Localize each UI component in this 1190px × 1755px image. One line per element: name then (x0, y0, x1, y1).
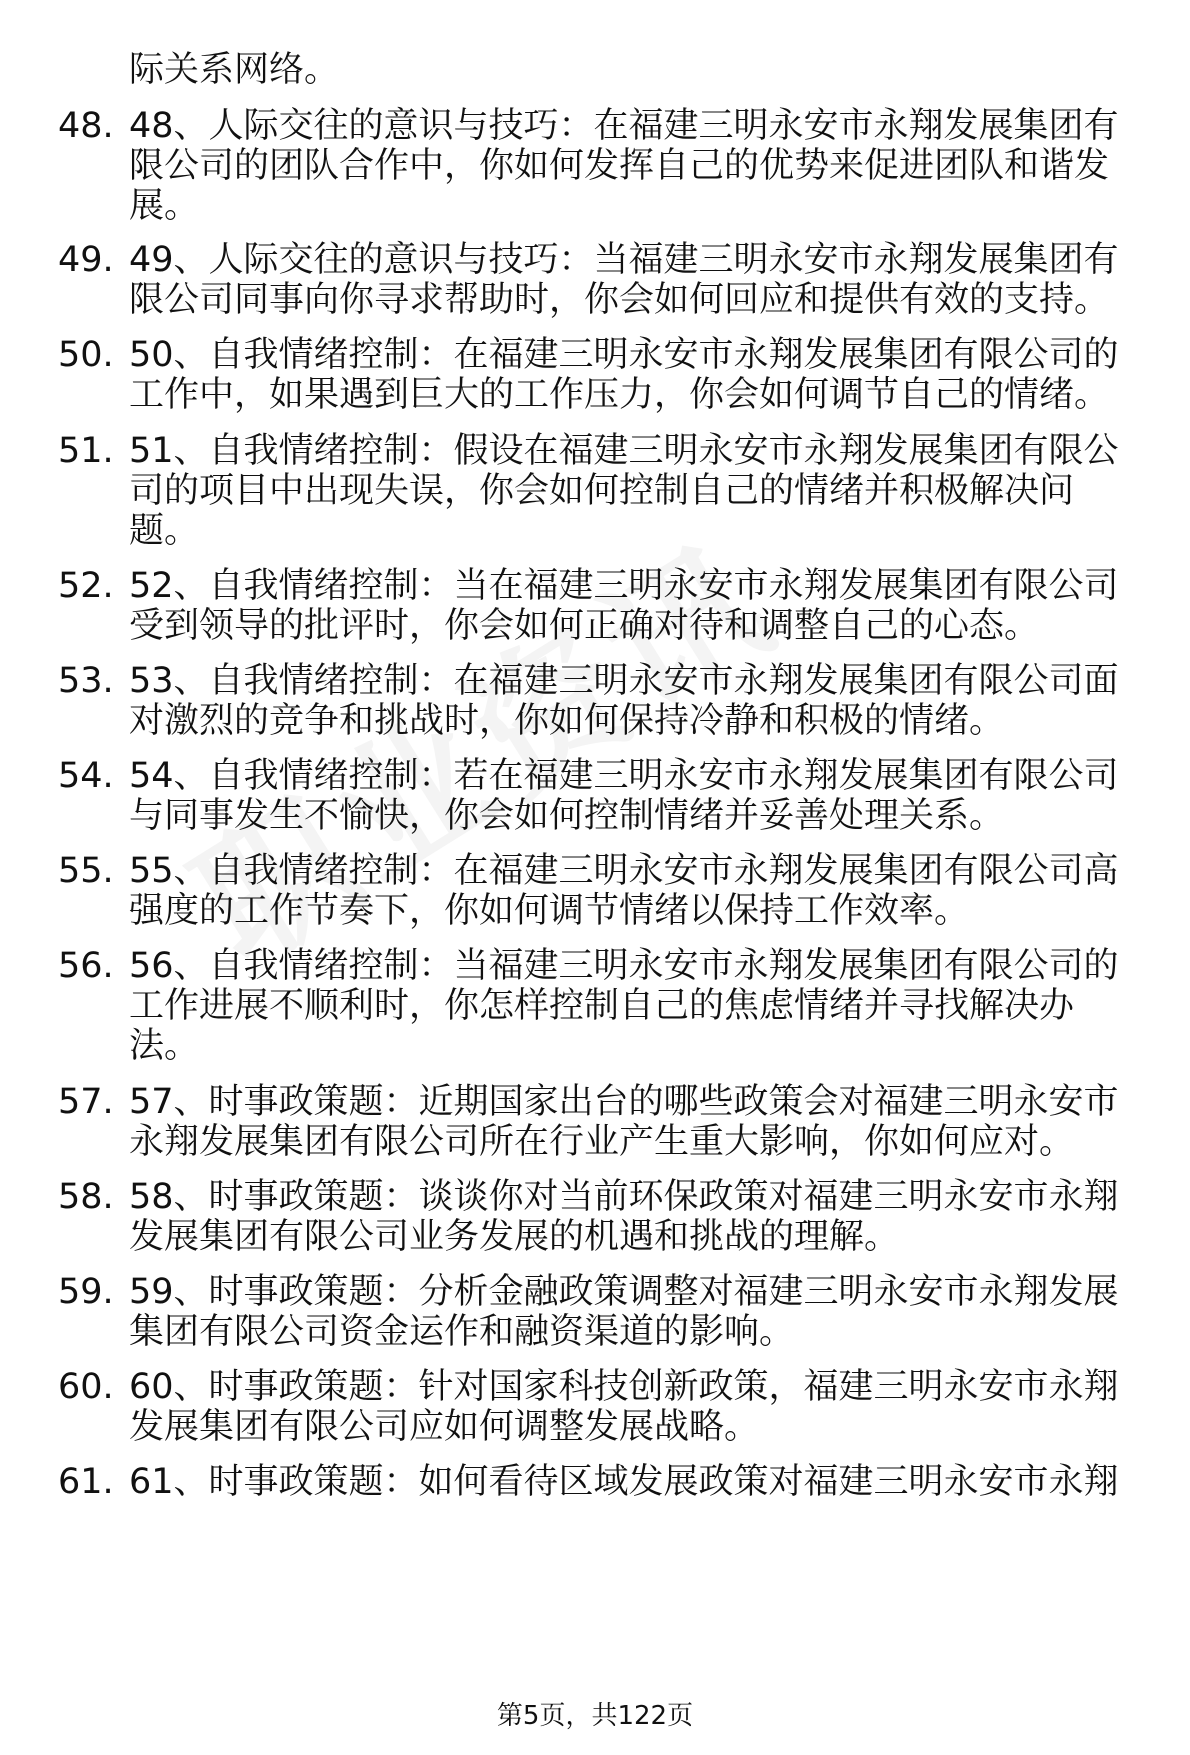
list-item-line: 受到领导的批评时，你会如何正确对待和调整自己的心态。 (129, 606, 1040, 646)
list-number: 50. (58, 335, 114, 375)
list-item-line: 与同事发生不愉快，你会如何控制情绪并妥善处理关系。 (129, 796, 1005, 836)
list-number: 53. (58, 661, 114, 701)
list-item-line: 法。 (129, 1026, 200, 1066)
list-item-line: 51、自我情绪控制：假设在福建三明永安市永翔发展集团有限公 (129, 431, 1119, 471)
list-item-line: 限公司的团队合作中，你如何发挥自己的优势来促进团队和谐发 (129, 146, 1110, 186)
list-item-line: 60、时事政策题：针对国家科技创新政策，福建三明永安市永翔 (129, 1367, 1119, 1407)
list-item-line: 57、时事政策题：近期国家出台的哪些政策会对福建三明永安市 (129, 1082, 1119, 1122)
list-number: 56. (58, 946, 114, 986)
list-number: 55. (58, 851, 114, 891)
list-item-line: 48、人际交往的意识与技巧：在福建三明永安市永翔发展集团有 (129, 106, 1119, 146)
page-footer: 第5页，共122页 (496, 1701, 694, 1731)
list-item-line: 49、人际交往的意识与技巧：当福建三明永安市永翔发展集团有 (129, 240, 1119, 280)
list-item-line: 对激烈的竞争和挑战时，你如何保持冷静和积极的情绪。 (129, 701, 1005, 741)
list-item-line: 56、自我情绪控制：当福建三明永安市永翔发展集团有限公司的 (129, 946, 1119, 986)
list-item-line: 集团有限公司资金运作和融资渠道的影响。 (129, 1312, 795, 1352)
list-item-line: 工作中，如果遇到巨大的工作压力，你会如何调节自己的情绪。 (129, 375, 1110, 415)
list-item-line: 题。 (129, 511, 200, 551)
continuation-line: 际关系网络。 (129, 50, 340, 90)
list-item-line: 限公司同事向你寻求帮助时，你会如何回应和提供有效的支持。 (129, 280, 1110, 320)
list-item-line: 54、自我情绪控制：若在福建三明永安市永翔发展集团有限公司 (129, 756, 1119, 796)
list-number: 51. (58, 431, 114, 471)
list-item-line: 强度的工作节奏下，你如何调节情绪以保持工作效率。 (129, 891, 970, 931)
list-item-line: 59、时事政策题：分析金融政策调整对福建三明永安市永翔发展 (129, 1272, 1119, 1312)
list-item-line: 展。 (129, 186, 200, 226)
list-number: 48. (58, 106, 114, 146)
list-number: 52. (58, 566, 114, 606)
list-item-line: 发展集团有限公司业务发展的机遇和挑战的理解。 (129, 1217, 900, 1257)
list-item-line: 61、时事政策题：如何看待区域发展政策对福建三明永安市永翔 (129, 1462, 1119, 1502)
list-number: 49. (58, 240, 114, 280)
list-item-line: 53、自我情绪控制：在福建三明永安市永翔发展集团有限公司面 (129, 661, 1119, 701)
list-item-line: 55、自我情绪控制：在福建三明永安市永翔发展集团有限公司高 (129, 851, 1119, 891)
list-number: 61. (58, 1462, 114, 1502)
list-item-line: 司的项目中出现失误，你会如何控制自己的情绪并积极解决问 (129, 471, 1075, 511)
list-number: 59. (58, 1272, 114, 1312)
list-number: 54. (58, 756, 114, 796)
list-item-line: 永翔发展集团有限公司所在行业产生重大影响，你如何应对。 (129, 1122, 1075, 1162)
list-item-line: 发展集团有限公司应如何调整发展战略。 (129, 1407, 760, 1447)
list-item-line: 50、自我情绪控制：在福建三明永安市永翔发展集团有限公司的 (129, 335, 1119, 375)
list-number: 60. (58, 1367, 114, 1407)
list-item-line: 工作进展不顺利时，你怎样控制自己的焦虑情绪并寻找解决办 (129, 986, 1075, 1026)
list-number: 58. (58, 1177, 114, 1217)
list-number: 57. (58, 1082, 114, 1122)
list-item-line: 58、时事政策题：谈谈你对当前环保政策对福建三明永安市永翔 (129, 1177, 1119, 1217)
list-item-line: 52、自我情绪控制：当在福建三明永安市永翔发展集团有限公司 (129, 566, 1119, 606)
